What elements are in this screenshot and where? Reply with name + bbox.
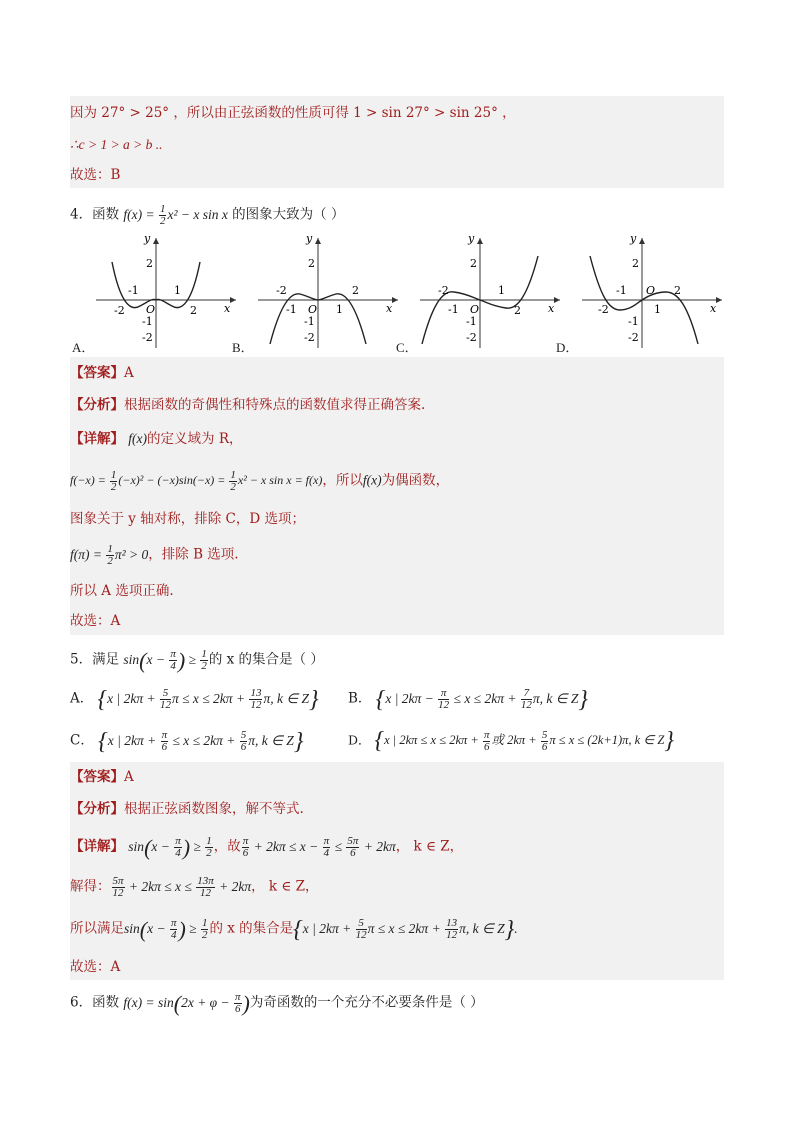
- q5-option-d-label: D．: [348, 732, 371, 748]
- x-axis-arrow: [392, 297, 398, 303]
- q5-stem-suffix: 的 x 的集合是（ ）: [208, 651, 324, 668]
- analysis-text: 根据正弦函数图象，解不等式.: [124, 801, 304, 817]
- prev-choice-line: 故选：B: [70, 167, 121, 183]
- tick-x-neg1: -1: [286, 303, 297, 316]
- solve-expr: $\frac{5\pi}{12}$ + 2kπ ≤ x ≤ $\frac{13\pi}{12}$ + 2kπ: [112, 875, 252, 899]
- origin-label: O: [146, 303, 156, 316]
- q4-detail-line-1: [70, 430, 243, 448]
- q5-stem-prefix: 满足: [92, 651, 120, 668]
- conclude-set: {x | 2kπ + $\frac{5}{12}$ π ≤ x ≤ 2kπ + $\frac{13}{12}$ π, k ∈ Z}.: [293, 916, 518, 943]
- q5-option-d[interactable]: [348, 730, 674, 753]
- graph-option-c[interactable]: [414, 232, 566, 352]
- detail-tag: 【详解】: [70, 431, 124, 447]
- conclude-prefix: 所以满足: [70, 920, 124, 937]
- tick-x-1: 1: [654, 303, 661, 316]
- q4-option-d-label[interactable]: D．: [556, 340, 579, 355]
- q5-analysis-line: [70, 800, 304, 818]
- even-proof-expr: f(−x) = $\frac{1}{2}$ (−x)² − (−x)sin(−x) = $\frac{1}{2}$ x² − x sin x = f(x): [70, 469, 323, 493]
- tick-x-1: 1: [336, 303, 343, 316]
- tick-x-2: 2: [674, 284, 681, 297]
- x-label: x: [224, 302, 231, 315]
- q5-option-a-set: {x | 2kπ + $\frac{5}{12}$ π ≤ x ≤ 2kπ + $\frac{13}{12}$ π, k ∈ Z}: [97, 686, 319, 713]
- tick-x-neg2: -2: [276, 284, 287, 297]
- q4-choice-line: 故选：A: [70, 613, 121, 629]
- q5-detail-line-1: [70, 836, 463, 859]
- answer-value: A: [124, 365, 134, 381]
- q6-stem: [70, 992, 484, 1015]
- q4-detail-line-3: 图象关于 y 轴对称，排除 C，D 选项；: [70, 511, 305, 527]
- q5-conclude-line: [70, 918, 518, 941]
- q4-number: 4．: [70, 206, 93, 223]
- q6-stem-suffix: 为奇函数的一个充分不必要条件是（ ）: [249, 994, 484, 1011]
- q4-stem-prefix: 函数: [92, 206, 120, 223]
- y-axis-arrow: [477, 238, 483, 244]
- solve-label: 解得：: [70, 878, 111, 895]
- even-proof-tail: ，所以: [322, 472, 363, 489]
- prev-conclusion-line: ∴c > 1 > a > b ..: [70, 137, 163, 152]
- tick-x-neg1: -1: [128, 284, 139, 297]
- y-label: y: [144, 232, 151, 245]
- q5-stem: [70, 649, 324, 672]
- x-axis-arrow: [554, 297, 560, 303]
- even-proof-end: 为偶函数，: [381, 472, 450, 489]
- tick-y-neg1: -1: [628, 315, 639, 328]
- tick-x-neg1: -1: [448, 303, 459, 316]
- q5-option-d-set: {x | 2kπ ≤ x ≤ 2kπ + $\frac{\pi}{6}$ 或 2kπ + $\frac{5}{6}$ π ≤ x ≤ (2k+1)π, k ∈ Z}: [374, 728, 674, 755]
- q5-option-a-label: A．: [70, 690, 94, 707]
- origin-label: O: [308, 303, 318, 316]
- x-label: x: [386, 302, 393, 315]
- analysis-text: 根据函数的奇偶性和特殊点的函数值求得正确答案.: [124, 397, 426, 413]
- y-label: y: [630, 232, 637, 245]
- q5-option-c-set: {x | 2kπ + $\frac{\pi}{6}$ ≤ x ≤ 2kπ + $\frac{5}{6}$ π, k ∈ Z}: [98, 728, 304, 755]
- q5-detail-end: ， k ∈ Z，: [395, 838, 464, 855]
- q4-stem-suffix: 的图象大致为（ ）: [232, 206, 345, 223]
- conclude-mid: 的 x 的集合是: [209, 920, 294, 937]
- origin-label: O: [646, 284, 656, 297]
- q5-solution-band: [70, 762, 724, 980]
- q5-solve-line: [70, 876, 319, 899]
- q5-inequality: sin(x − $\frac{\pi}{4}$ ) ≥ $\frac{1}{2}$: [123, 647, 207, 673]
- y-axis-arrow: [315, 238, 321, 244]
- q4-option-c-label[interactable]: C．: [396, 340, 418, 355]
- tick-x-neg2: -2: [598, 303, 609, 316]
- q5-option-a[interactable]: [70, 688, 319, 711]
- f-pi-expr: f(π) = $\frac{1}{2}$ π² > 0: [70, 543, 149, 567]
- q4-analysis-line: [70, 396, 425, 414]
- tick-y-neg2: -2: [304, 331, 315, 344]
- q4-answer-line: [70, 364, 134, 382]
- graph-option-a[interactable]: [90, 232, 242, 352]
- tick-y-neg2: -2: [466, 331, 477, 344]
- fx-symbol: f(x): [362, 472, 382, 488]
- answer-tag: 【答案】: [70, 365, 124, 381]
- q5-option-b-label: B．: [348, 690, 372, 707]
- x-axis-arrow: [716, 297, 722, 303]
- answer-value: A: [124, 769, 134, 785]
- x-axis-arrow: [230, 297, 236, 303]
- detail-domain-text: 的定义域为 R，: [147, 431, 243, 447]
- tick-y-2: 2: [470, 257, 477, 270]
- answer-tag: 【答案】: [70, 769, 124, 785]
- tick-y-neg1: -1: [142, 315, 153, 328]
- q5-answer-line: [70, 768, 134, 786]
- tick-y-2: 2: [632, 257, 639, 270]
- tick-x-neg2: -2: [438, 284, 449, 297]
- analysis-tag: 【分析】: [70, 397, 124, 413]
- tick-x-neg2: -2: [114, 304, 125, 317]
- q4-detail-line-5: 所以 A 选项正确.: [70, 583, 174, 599]
- detail-tag: 【详解】: [70, 838, 124, 855]
- q5-number: 5．: [70, 651, 93, 668]
- tick-y-neg1: -1: [466, 315, 477, 328]
- tick-x-1: 1: [498, 284, 505, 297]
- tick-y-2: 2: [308, 257, 315, 270]
- q4-option-b-label[interactable]: B．: [232, 340, 254, 355]
- q6-stem-prefix: 函数: [92, 994, 120, 1011]
- tick-y-neg2: -2: [142, 331, 153, 344]
- q4-function-expr: f(x) = $\frac{1}{2}$ x² − x sin x: [123, 203, 228, 227]
- analysis-tag: 【分析】: [70, 801, 124, 817]
- q5-detail-mid: ，故: [213, 838, 241, 855]
- q4-stem: [70, 204, 344, 227]
- conclude-ineq: sin(x − $\frac{\pi}{4}$ ) ≥ $\frac{1}{2}$: [124, 916, 208, 942]
- tick-x-2: 2: [352, 284, 359, 297]
- q6-function-expr: f(x) = sin(2x + φ − $\frac{\pi}{6}$ ): [123, 990, 250, 1016]
- f-pi-tail: ，排除 B 选项.: [148, 546, 239, 563]
- y-label: y: [468, 232, 475, 245]
- q5-choice-line: 故选：A: [70, 959, 121, 975]
- q4-detail-line-2: [70, 470, 449, 493]
- y-axis-arrow: [639, 238, 645, 244]
- graph-option-d[interactable]: [576, 232, 728, 352]
- q6-number: 6．: [70, 994, 93, 1011]
- fx-symbol: f(x): [128, 431, 148, 446]
- q5-detail-range: $\frac{\pi}{6}$ + 2kπ ≤ x − $\frac{\pi}{4}$ ≤ $\frac{5\pi}{6}$ + 2kπ: [242, 835, 396, 859]
- tick-x-2: 2: [190, 304, 197, 317]
- tick-x-1: 1: [174, 284, 181, 297]
- y-label: y: [306, 232, 313, 245]
- y-axis-arrow: [153, 238, 159, 244]
- q5-option-c-label: C．: [70, 732, 94, 749]
- q5-option-b-set: {x | 2kπ − $\frac{\pi}{12}$ ≤ x ≤ 2kπ + $\frac{7}{12}$ π, k ∈ Z}: [375, 686, 588, 713]
- tick-x-neg1: -1: [616, 284, 627, 297]
- x-label: x: [710, 302, 717, 315]
- q4-option-a-label[interactable]: A．: [72, 340, 95, 355]
- q4-detail-line-4: [70, 544, 239, 567]
- solve-end: ， k ∈ Z，: [251, 878, 319, 895]
- tick-x-2: 2: [514, 304, 521, 317]
- x-label: x: [548, 302, 555, 315]
- q5-option-c[interactable]: [70, 730, 303, 753]
- tick-y-2: 2: [146, 257, 153, 270]
- origin-label: O: [470, 303, 480, 316]
- q5-detail-ineq: sin(x − $\frac{\pi}{4}$ ) ≥ $\frac{1}{2}$: [128, 834, 212, 860]
- q5-option-b[interactable]: [348, 688, 588, 711]
- tick-y-neg1: -1: [304, 315, 315, 328]
- graph-option-b[interactable]: [252, 232, 404, 352]
- tick-y-neg2: -2: [628, 331, 639, 344]
- prev-reasoning-line: 因为 27° > 25° ，所以由正弦函数的性质可得 1 > sin 27° > sin 25° ，: [70, 105, 516, 121]
